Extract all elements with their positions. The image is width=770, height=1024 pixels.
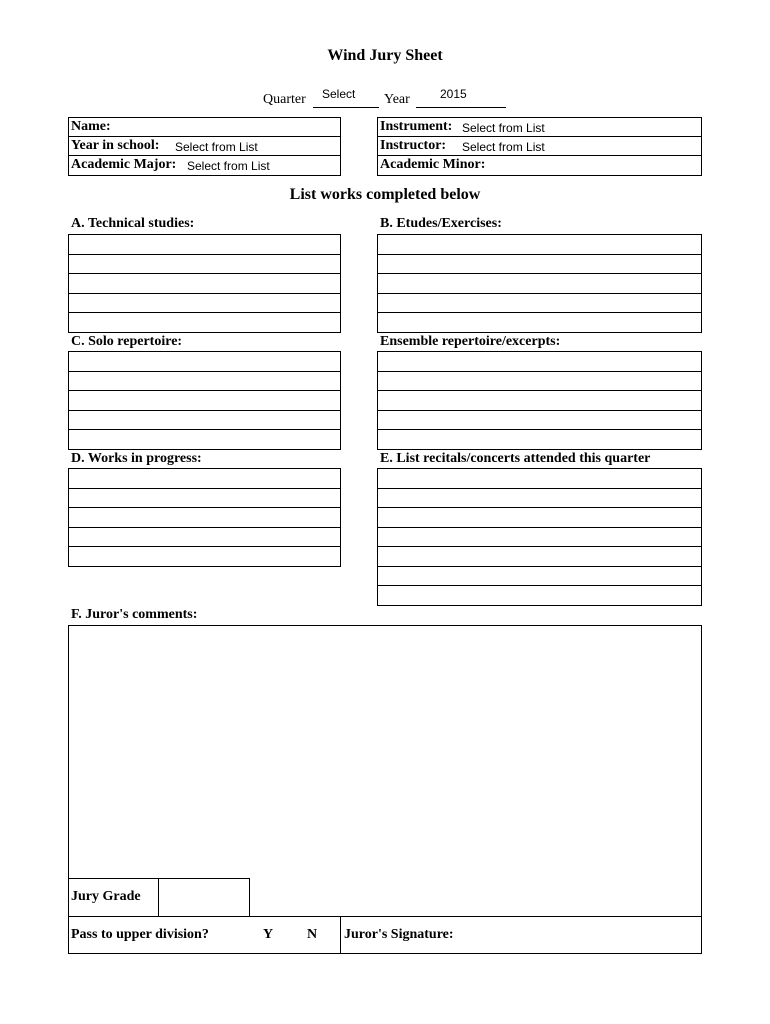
section-b-line[interactable] [378,313,701,333]
section-b-line[interactable] [378,294,701,314]
jury-grade-label: Jury Grade [71,889,141,904]
section-b-label: B. Etudes/Exercises: [380,216,502,231]
ensemble-line[interactable] [378,430,701,450]
jury-grade-divider [158,879,159,916]
ensemble-lines [377,351,702,450]
quarter-label: Quarter [263,92,306,107]
section-e-lines [377,468,702,606]
section-d-line[interactable] [69,508,340,528]
section-e-label: E. List recitals/concerts attended this quarter [380,451,651,466]
section-c-line[interactable] [69,411,340,431]
pass-label: Pass to upper division? [71,927,209,942]
section-c-label: C. Solo repertoire: [71,334,183,349]
section-a-line[interactable] [69,313,340,333]
section-c-line[interactable] [69,430,340,450]
section-b-line[interactable] [378,255,701,275]
year-in-school-row[interactable] [69,137,340,156]
section-e-line[interactable] [378,469,701,489]
section-d-line[interactable] [69,469,340,489]
works-heading: List works completed below [289,186,481,203]
quarter-field[interactable] [313,87,379,108]
signature-label: Juror's Signature: [344,927,454,942]
section-e-line[interactable] [378,489,701,509]
section-a-line[interactable] [69,255,340,275]
instructor-row[interactable] [378,137,701,156]
section-a-line[interactable] [69,274,340,294]
section-a-line[interactable] [69,235,340,255]
section-e-line[interactable] [378,528,701,548]
jury-grade-box [68,878,250,916]
bottom-row [68,916,702,954]
academic-major-label: Academic Major: [71,157,177,172]
section-b-line[interactable] [378,235,701,255]
academic-minor-label: Academic Minor: [380,157,486,172]
ensemble-line[interactable] [378,372,701,392]
section-b-line[interactable] [378,274,701,294]
year-in-school-value[interactable]: Select from List [175,140,258,154]
no-option[interactable]: N [307,927,318,942]
student-info-right [377,117,702,176]
form-title: Wind Jury Sheet [327,47,443,64]
quarter-value: Select [322,87,356,101]
comments-box[interactable] [68,625,702,954]
yes-option[interactable]: Y [263,927,274,942]
section-a-line[interactable] [69,294,340,314]
signature-divider [340,917,341,954]
instrument-label: Instrument: [380,119,453,134]
section-d-line[interactable] [69,528,340,548]
section-e-line[interactable] [378,586,701,606]
section-e-line[interactable] [378,567,701,587]
section-c-line[interactable] [69,352,340,372]
section-e-line[interactable] [378,508,701,528]
comments-label: F. Juror's comments: [71,607,198,622]
section-d-line[interactable] [69,547,340,567]
name-row[interactable] [69,118,340,137]
section-c-lines [68,351,341,450]
ensemble-label: Ensemble repertoire/excerpts: [380,334,561,349]
instructor-value[interactable]: Select from List [462,140,545,154]
section-a-lines [68,234,341,333]
section-d-line[interactable] [69,489,340,509]
instructor-label: Instructor: [380,138,447,153]
section-c-line[interactable] [69,372,340,392]
jury-grade-field[interactable] [160,880,246,914]
year-value: 2015 [440,87,467,101]
name-label: Name: [71,119,111,134]
academic-minor-row[interactable] [378,156,701,175]
section-c-line[interactable] [69,391,340,411]
year-field[interactable] [416,87,506,108]
year-in-school-label: Year in school: [71,138,160,153]
year-label: Year [384,92,410,107]
student-info-left [68,117,341,176]
instrument-row[interactable] [378,118,701,137]
ensemble-line[interactable] [378,352,701,372]
ensemble-line[interactable] [378,391,701,411]
academic-major-value[interactable]: Select from List [187,159,270,173]
section-b-lines [377,234,702,333]
instrument-value[interactable]: Select from List [462,121,545,135]
section-e-line[interactable] [378,547,701,567]
section-a-label: A. Technical studies: [71,216,195,231]
section-d-lines [68,468,341,567]
academic-major-row[interactable] [69,156,340,175]
ensemble-line[interactable] [378,411,701,431]
section-d-label: D. Works in progress: [71,451,202,466]
